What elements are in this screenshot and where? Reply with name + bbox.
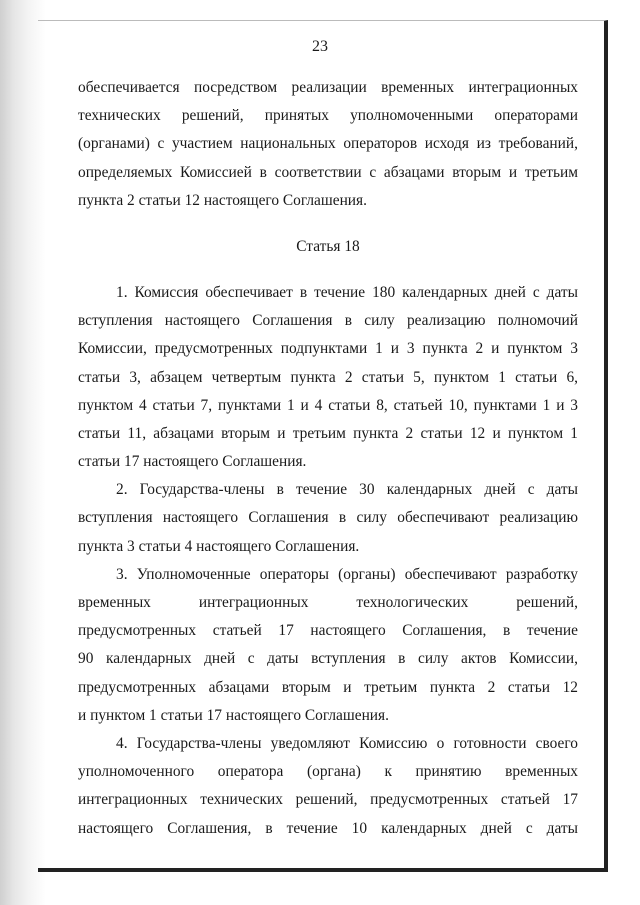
text-line: 2. Государства-члены в течение 30 календарных дней с даты — [116, 481, 578, 499]
text-line: предусмотренных абзацами вторым и третьим пункта 2 статьи 12 — [78, 678, 578, 696]
text-line: 4. Государства-члены уведомляют Комиссию о готовности своего — [116, 734, 578, 752]
text-line: статьи 17 настоящего Соглашения. — [78, 453, 307, 471]
clause-3 — [78, 561, 578, 730]
text-line: 3. Уполномоченные операторы (органы) обеспечивают разработку — [116, 565, 578, 583]
text-line: статьи 11, абзацами вторым и третьим пункта 2 статьи 12 и пунктом 1 — [78, 424, 578, 442]
text-line: определяемых Комиссией в соответствии с абзацами вторым и третьим — [78, 163, 578, 181]
text-line: пункта 2 статьи 12 настоящего Соглашения. — [78, 191, 367, 209]
text-line: Комиссии, предусмотренных подпунктами 1 и 3 пункта 2 и пунктом 3 — [78, 340, 578, 358]
paragraph-continuation — [78, 74, 578, 215]
page-number: 23 — [312, 38, 328, 55]
text-line: статьи 3, абзацем четвертым пункта 2 статьи 5, пунктом 1 статьи 6, — [78, 368, 578, 386]
text-line: обеспечивается посредством реализации временных интеграционных — [78, 79, 578, 96]
text-line: вступления настоящего Соглашения в силу реализацию полномочий — [78, 312, 578, 330]
text-line: и пунктом 1 статьи 17 настоящего Соглашения. — [78, 706, 389, 724]
text-line: 90 календарных дней с даты вступления в силу актов Комиссии, — [78, 650, 578, 668]
clause-2 — [78, 476, 578, 561]
text-line: технических решений, принятых уполномоченными операторами — [78, 107, 578, 125]
text-line: настоящего Соглашения, в течение 10 календарных дней с даты — [78, 819, 578, 837]
text-line: интеграционных технических решений, предусмотренных статьей 17 — [78, 791, 578, 809]
text-line: уполномоченного оператора (органа) к принятию временных — [78, 763, 578, 781]
text-line: пункта 3 статьи 4 настоящего Соглашения. — [78, 537, 360, 555]
text-line: предусмотренных статьей 17 настоящего Соглашения, в течение — [78, 622, 578, 640]
text-line: 1. Комиссия обеспечивает в течение 180 календарных дней с даты — [116, 283, 578, 301]
clause-4 — [78, 730, 578, 843]
text-line: (органами) с участием национальных операторов исходя из требований, — [78, 135, 578, 153]
text-line: пунктом 4 статьи 7, пунктами 1 и 4 статьи 8, статьей 10, пунктами 1 и 3 — [78, 396, 578, 414]
text-line: временных интеграционных технологических решений, — [78, 594, 578, 611]
article-heading: Статья 18 — [296, 237, 360, 255]
document-body — [78, 74, 578, 843]
text-line: вступления настоящего Соглашения в силу обеспечивают реализацию — [78, 509, 578, 527]
clause-1 — [78, 279, 578, 476]
